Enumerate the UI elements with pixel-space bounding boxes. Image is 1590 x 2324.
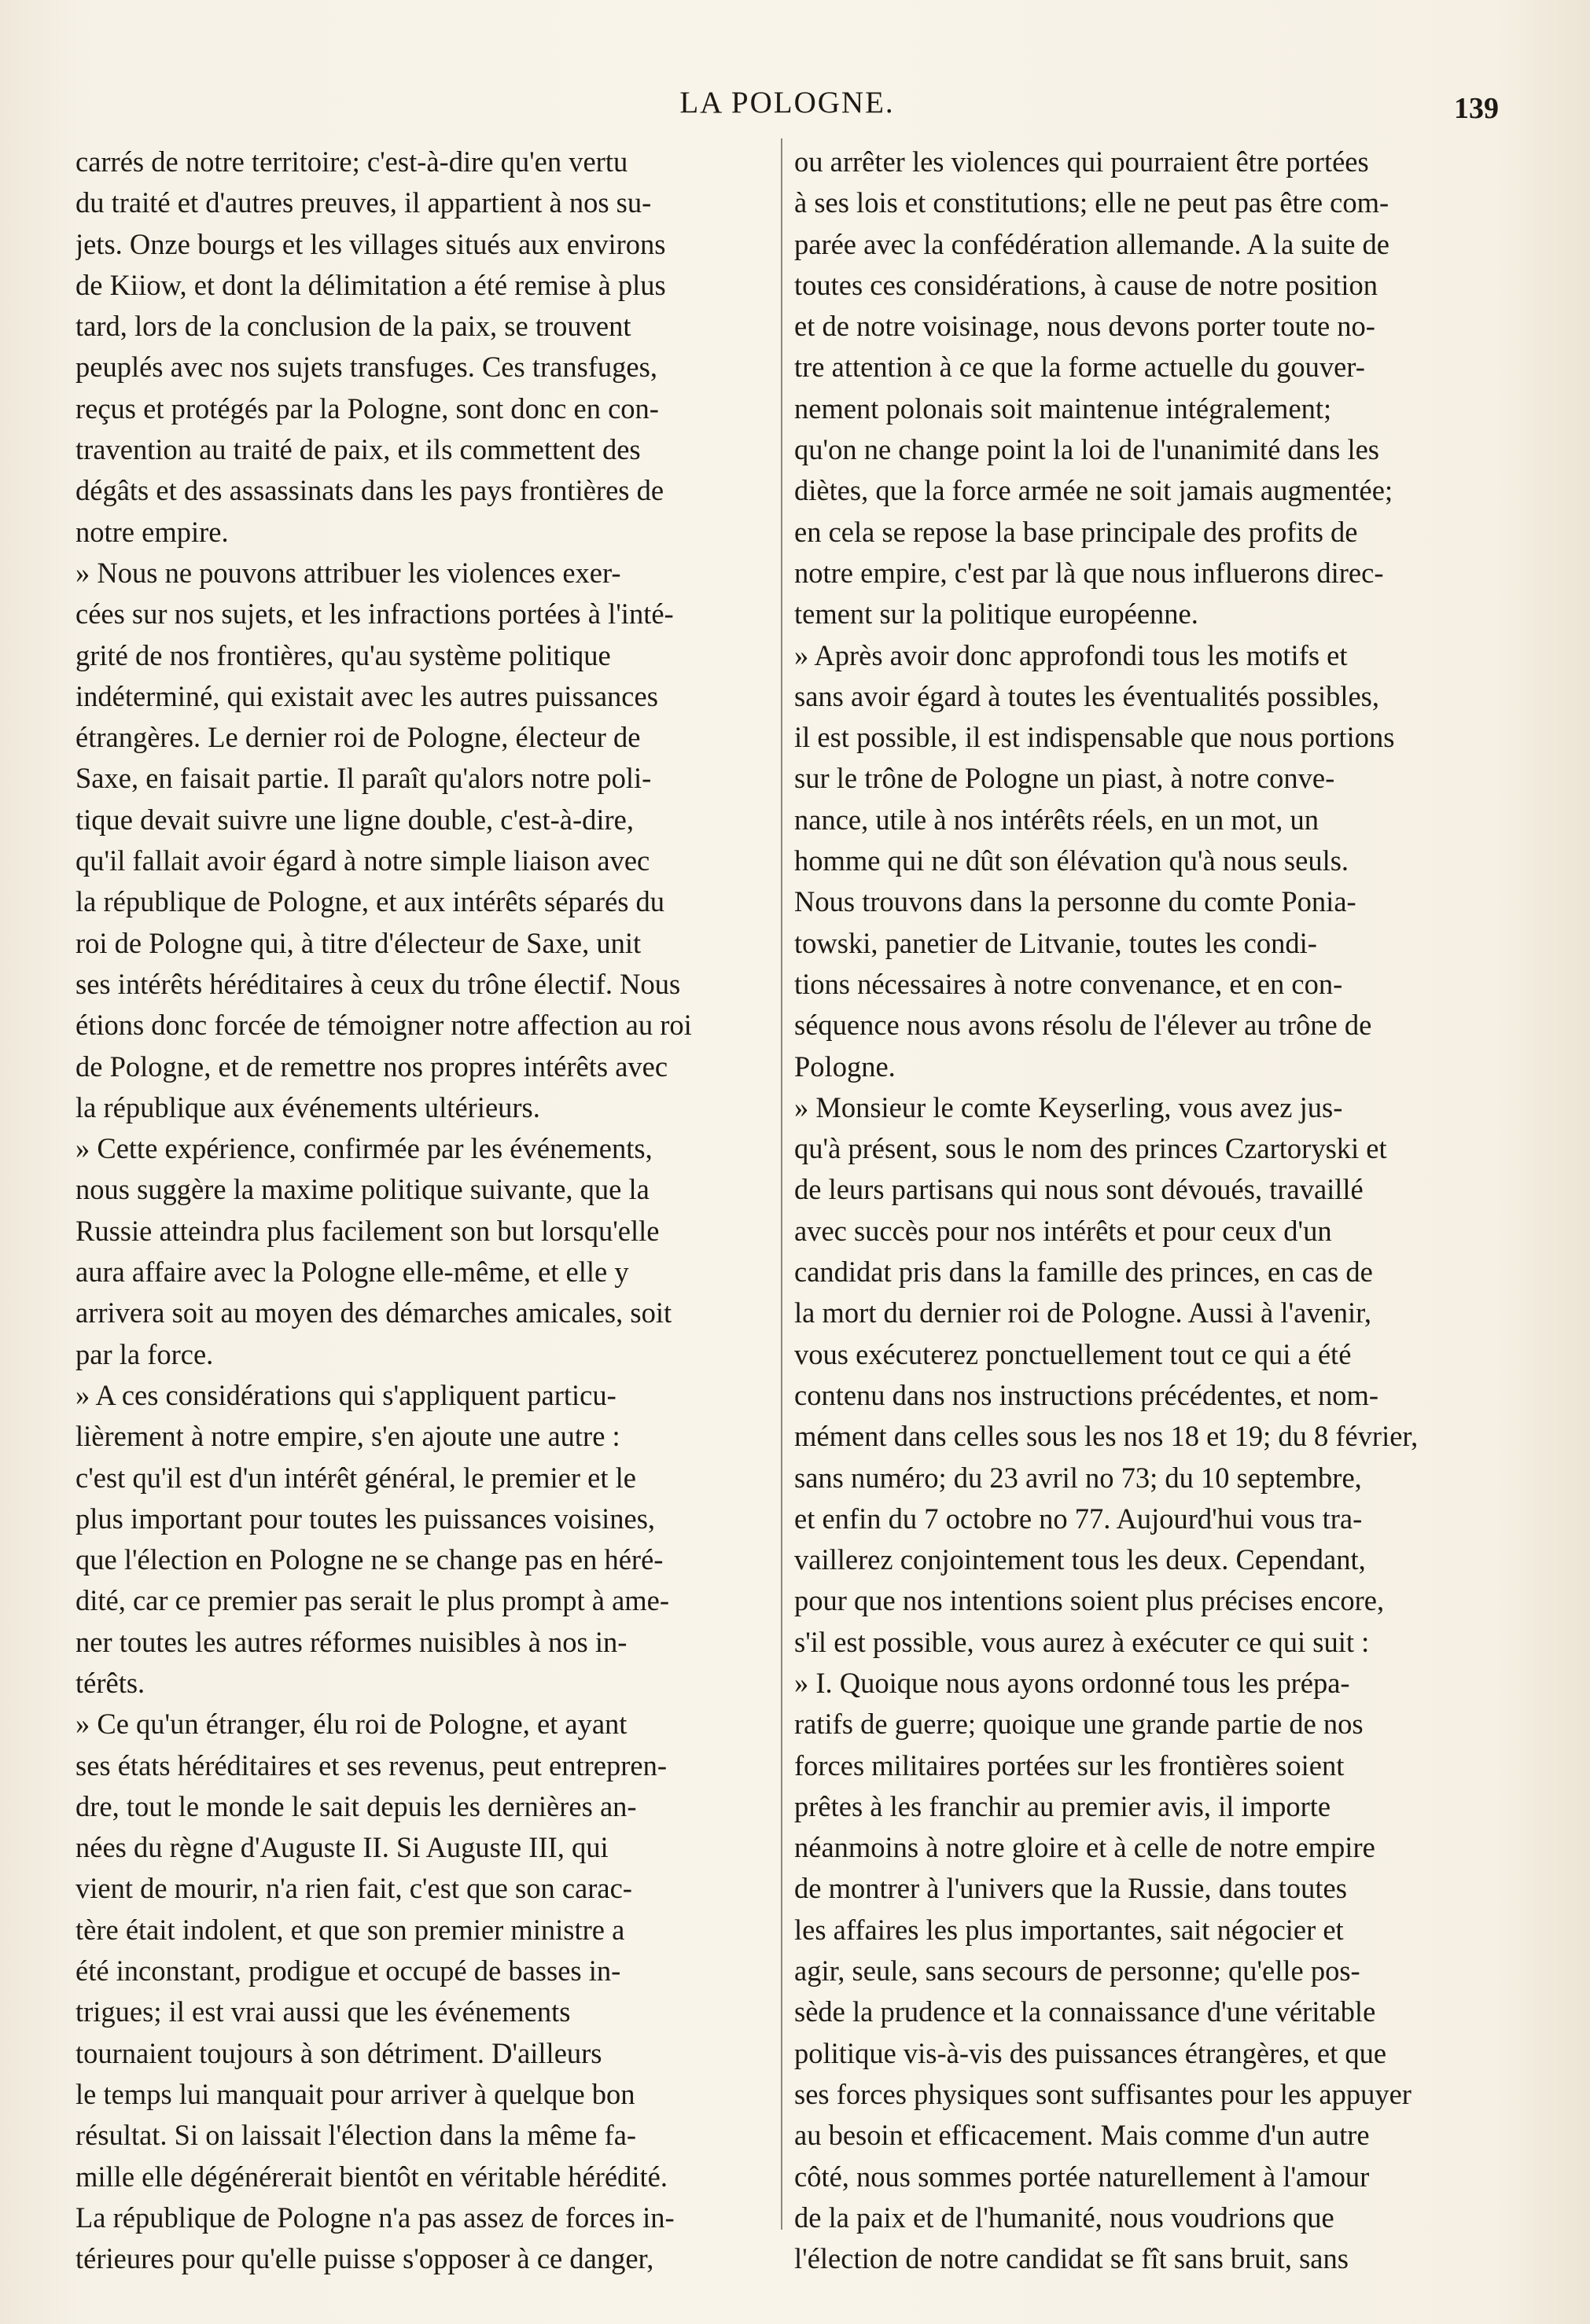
text-line: ner toutes les autres réformes nuisibles à nos in-	[75, 1625, 628, 1658]
column-divider	[781, 138, 782, 2230]
text-line: côté, nous sommes portée naturellement à l'amour	[794, 2160, 1370, 2193]
text-line: tions nécessaires à notre convenance, et en con-	[794, 967, 1343, 1000]
text-line: sur le trône de Pologne un piast, à notre conve-	[794, 762, 1335, 795]
text-line: au besoin et efficacement. Mais comme d'un autre	[794, 2119, 1370, 2152]
text-line: vaillerez conjointement tous les deux. Cependant,	[794, 1543, 1366, 1576]
text-line: Pologne.	[794, 1050, 896, 1083]
text-line: qu'à présent, sous le nom des princes Czartoryski et	[794, 1132, 1387, 1165]
text-line: roi de Pologne qui, à titre d'électeur de Saxe, unit	[75, 926, 642, 959]
text-line: cées sur nos sujets, et les infractions portées à l'inté-	[75, 598, 674, 631]
text-line: notre empire.	[75, 515, 229, 548]
text-line: tre attention à ce que la forme actuelle du gouver-	[794, 351, 1365, 384]
text-line: étions donc forcée de témoigner notre affection au roi	[75, 1009, 692, 1042]
text-line: jets. Onze bourgs et les villages situés aux environs	[75, 227, 666, 260]
text-line: aura affaire avec la Pologne elle-même, et elle y	[75, 1256, 629, 1289]
text-line: sans avoir égard à toutes les éventualités possibles,	[794, 679, 1380, 712]
text-line: carrés de notre territoire; c'est-à-dire qu'en vertu	[75, 145, 628, 178]
text-line: dité, car ce premier pas serait le plus prompt à ame-	[75, 1584, 670, 1617]
text-line: peuplés avec nos sujets transfuges. Ces transfuges,	[75, 351, 657, 384]
text-line: en cela se repose la base principale des profits de	[794, 515, 1358, 548]
text-line: de montrer à l'univers que la Russie, dans toutes	[794, 1872, 1347, 1905]
text-line: c'est qu'il est d'un intérêt général, le premier et le	[75, 1461, 636, 1494]
text-line: trigues; il est vrai aussi que les événements	[75, 1995, 571, 2028]
text-line: sède la prudence et la connaissance d'une véritable	[794, 1995, 1376, 2028]
text-line: qu'il fallait avoir égard à notre simple liaison avec	[75, 844, 650, 877]
text-line: dre, tout le monde le sait depuis les dernières an-	[75, 1789, 637, 1822]
text-line: towski, panetier de Litvanie, toutes les condi-	[794, 926, 1317, 959]
text-line: agir, seule, sans secours de personne; qu'elle pos-	[794, 1954, 1360, 1988]
text-line: tement sur la politique européenne.	[794, 598, 1198, 631]
text-line: et enfin du 7 octobre no 77. Aujourd'hui vous tra-	[794, 1502, 1363, 1535]
text-line: la mort du dernier roi de Pologne. Aussi à l'avenir,	[794, 1296, 1371, 1329]
text-line: sans numéro; du 23 avril no 73; du 10 septembre,	[794, 1461, 1362, 1494]
text-line: nement polonais soit maintenue intégralement;	[794, 392, 1332, 425]
text-line: contenu dans nos instructions précédentes, et nom-	[794, 1378, 1378, 1411]
text-line: néanmoins à notre gloire et à celle de notre empire	[794, 1831, 1375, 1864]
text-line: » Ce qu'un étranger, élu roi de Pologne, et ayant	[75, 1708, 628, 1741]
left-text-column	[75, 142, 775, 2279]
text-line: La république de Pologne n'a pas assez de forces in-	[75, 2201, 675, 2234]
text-line: et de notre voisinage, nous devons porter toute no-	[794, 310, 1375, 343]
text-line: de leurs partisans qui nous sont dévoués, travaillé	[794, 1173, 1364, 1206]
text-line: s'il est possible, vous aurez à exécuter ce qui suit :	[794, 1625, 1370, 1658]
text-line: Russie atteindra plus facilement son but lorsqu'elle	[75, 1214, 660, 1247]
text-line: indéterminé, qui existait avec les autres puissances	[75, 679, 658, 712]
text-line: la république de Pologne, et aux intérêts séparés du	[75, 885, 665, 918]
text-line: ou arrêter les violences qui pourraient être portées	[794, 145, 1369, 178]
text-line: par la force.	[75, 1337, 214, 1370]
text-line: Nous trouvons dans la personne du comte Ponia-	[794, 885, 1356, 918]
text-line: de la paix et de l'humanité, nous voudrions que	[794, 2201, 1334, 2234]
text-line: à ses lois et constitutions; elle ne peut pas être com-	[794, 186, 1389, 219]
text-line: résultat. Si on laissait l'élection dans la même fa-	[75, 2119, 637, 2152]
text-line: mille elle dégénérerait bientôt en véritable hérédité.	[75, 2160, 668, 2193]
text-line: pour que nos intentions soient plus précises encore,	[794, 1584, 1385, 1617]
text-line: candidat pris dans la famille des princes, en cas de	[794, 1256, 1373, 1289]
text-line: tique devait suivre une ligne double, c'est-à-dire,	[75, 803, 634, 836]
text-line: nous suggère la maxime politique suivante, que la	[75, 1173, 650, 1206]
running-title: LA POLOGNE.	[679, 86, 895, 120]
right-text-column	[794, 142, 1492, 2279]
text-line: nées du règne d'Auguste II. Si Auguste III, qui	[75, 1831, 609, 1864]
text-line: térêts.	[75, 1666, 145, 1699]
text-line: » Monsieur le comte Keyserling, vous avez jus-	[794, 1090, 1343, 1123]
text-line: » Après avoir donc approfondi tous les motifs et	[794, 638, 1348, 671]
text-line: » Nous ne pouvons attribuer les violences exer-	[75, 556, 621, 589]
text-line: vous exécuterez ponctuellement tout ce qui a été	[794, 1337, 1352, 1370]
text-line: tard, lors de la conclusion de la paix, se trouvent	[75, 310, 631, 343]
text-line: ses intérêts héréditaires à ceux du trône électif. Nous	[75, 967, 681, 1000]
text-line: tère était indolent, et que son premier ministre a	[75, 1913, 625, 1946]
text-line: » A ces considérations qui s'appliquent particu-	[75, 1378, 616, 1411]
text-line: dégâts et des assassinats dans les pays frontières de	[75, 474, 664, 507]
text-line: l'élection de notre candidat se fît sans bruit, sans	[794, 2242, 1349, 2275]
text-line: parée avec la confédération allemande. A la suite de	[794, 227, 1390, 260]
text-line: les affaires les plus importantes, sait négocier et	[794, 1913, 1344, 1946]
text-line: avec succès pour nos intérêts et pour ceux d'un	[794, 1214, 1332, 1247]
page-number: 139	[1454, 92, 1499, 125]
text-line: le temps lui manquait pour arriver à quelque bon	[75, 2077, 635, 2110]
text-line: que l'élection en Pologne ne se change pas en héré-	[75, 1543, 664, 1576]
text-line: ses états héréditaires et ses revenus, peut entrepren-	[75, 1749, 667, 1782]
text-line: » Cette expérience, confirmée par les événements,	[75, 1132, 653, 1165]
text-line: tournaient toujours à son détriment. D'ailleurs	[75, 2036, 602, 2069]
text-line: vient de mourir, n'a rien fait, c'est que son carac-	[75, 1872, 632, 1905]
text-line: forces militaires portées sur les frontières soient	[794, 1749, 1345, 1782]
text-line: ratifs de guerre; quoique une grande partie de nos	[794, 1708, 1364, 1741]
text-line: arrivera soit au moyen des démarches amicales, soit	[75, 1296, 672, 1329]
text-line: prêtes à les franchir au premier avis, il importe	[794, 1789, 1331, 1822]
text-line: térieures pour qu'elle puisse s'opposer à ce danger,	[75, 2242, 654, 2275]
text-line: politique vis-à-vis des puissances étrangères, et que	[794, 2036, 1387, 2069]
text-line: lièrement à notre empire, s'en ajoute une autre :	[75, 1420, 620, 1453]
text-line: du traité et d'autres preuves, il appartient à nos su-	[75, 186, 652, 219]
text-line: il est possible, il est indispensable que nous portions	[794, 721, 1395, 754]
text-line: mément dans celles sous les nos 18 et 19; du 8 février,	[794, 1420, 1419, 1453]
text-line: séquence nous avons résolu de l'élever au trône de	[794, 1009, 1372, 1042]
text-line: ses forces physiques sont suffisantes pour les appuyer	[794, 2077, 1411, 2110]
text-line: homme qui ne dût son élévation qu'à nous seuls.	[794, 844, 1349, 877]
text-line: étrangères. Le dernier roi de Pologne, électeur de	[75, 721, 641, 754]
text-line: notre empire, c'est par là que nous influerons direc-	[794, 556, 1384, 589]
text-line: la république aux événements ultérieurs.	[75, 1090, 540, 1123]
text-line: qu'on ne change point la loi de l'unanimité dans les	[794, 433, 1379, 466]
text-line: de Pologne, et de remettre nos propres intérêts avec	[75, 1050, 668, 1083]
text-line: plus important pour toutes les puissances voisines,	[75, 1502, 656, 1535]
text-line: toutes ces considérations, à cause de notre position	[794, 268, 1378, 301]
text-line: » I. Quoique nous ayons ordonné tous les prépa-	[794, 1666, 1350, 1699]
text-line: nance, utile à nos intérêts réels, en un mot, un	[794, 803, 1319, 836]
page-header	[75, 85, 1499, 132]
text-line: été inconstant, prodigue et occupé de basses in-	[75, 1954, 621, 1988]
text-line: grité de nos frontières, qu'au système politique	[75, 638, 611, 671]
text-line: reçus et protégés par la Pologne, sont donc en con-	[75, 392, 659, 425]
text-line: diètes, que la force armée ne soit jamais augmentée;	[794, 474, 1393, 507]
text-line: Saxe, en faisait partie. Il paraît qu'alors notre poli-	[75, 762, 652, 795]
text-line: de Kiiow, et dont la délimitation a été remise à plus	[75, 268, 666, 301]
text-line: travention au traité de paix, et ils commettent des	[75, 433, 641, 466]
